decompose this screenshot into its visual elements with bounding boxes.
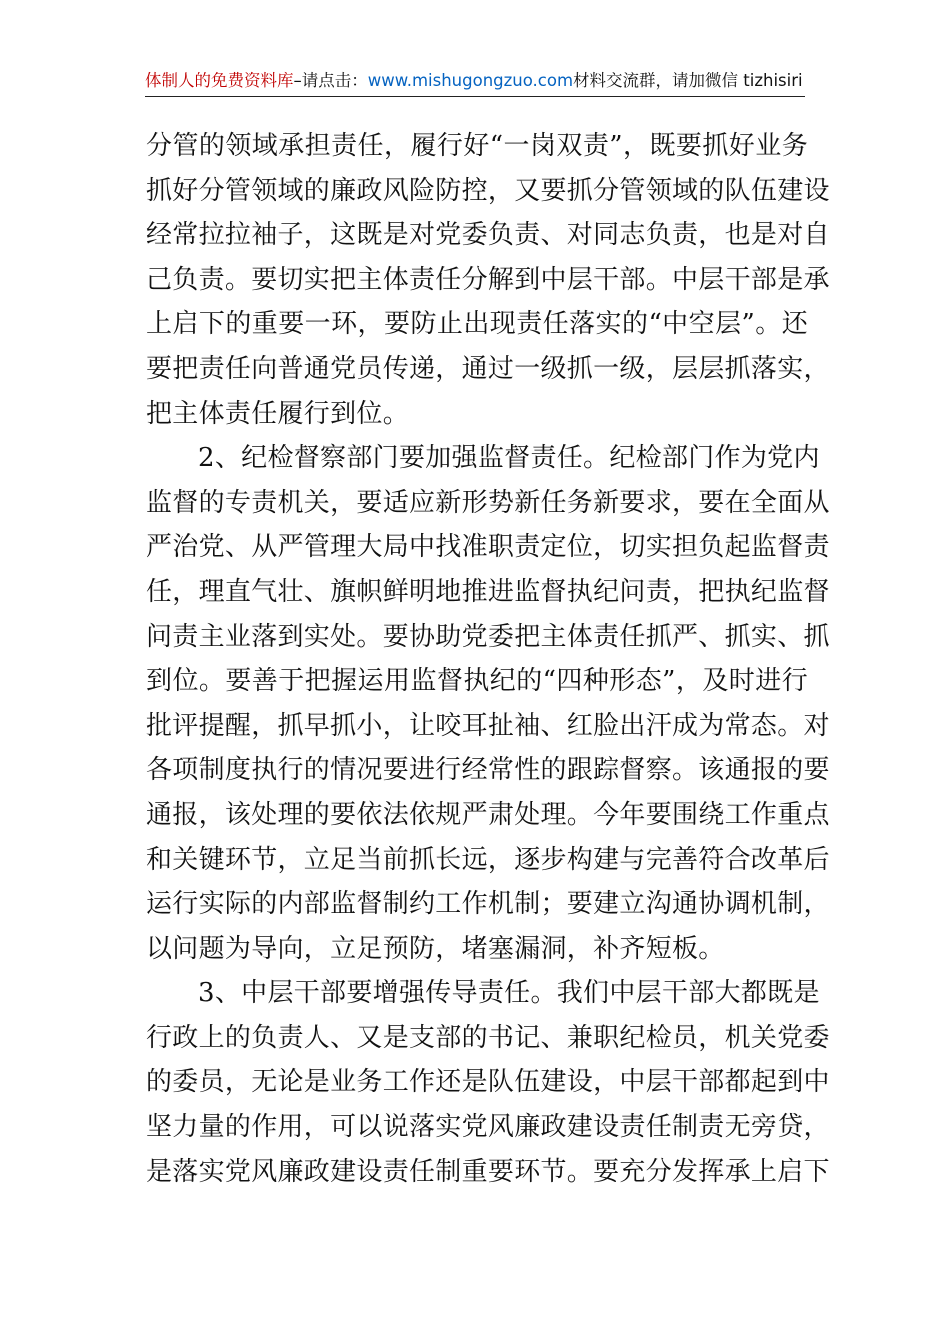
paragraph-line: 分管的领域承担责任，履行好“一岗双责”，既要抓好业务: [146, 131, 808, 161]
paragraph-line: 2、纪检督察部门要加强监督责任。纪检部门作为党内: [198, 443, 820, 474]
paragraph-line: 运行实际的内部监督制约工作机制；要建立沟通协调机制，: [146, 889, 830, 920]
paragraph-line: 上启下的重要一环，要防止出现责任落实的“中空层”。还: [146, 309, 808, 340]
document-body: [146, 124, 830, 1194]
paragraph-line: 3、中层干部要增强传导责任。我们中层干部大都既是: [198, 978, 820, 1009]
paragraph-line: 问责主业落到实处。要协助党委把主体责任抓严、抓实、抓: [146, 621, 830, 652]
page-header: [145, 66, 805, 97]
paragraph-line: 以问题为导向，立足预防，堵塞漏洞，补齐短板。: [146, 933, 725, 964]
paragraph-line: 行政上的负责人、又是支部的书记、兼职纪检员，机关党委: [146, 1022, 830, 1053]
paragraph-line: 批评提醒，抓早抓小，让咬耳扯袖、红脸出汗成为常态。对: [146, 710, 830, 741]
paragraph-line: 和关键环节，立足当前抓长远，逐步构建与完善符合改革后: [146, 844, 830, 875]
paragraph-line: 己负责。要切实把主体责任分解到中层干部。中层干部是承: [146, 264, 830, 295]
paragraph-line: 到位。要善于把握运用监督执纪的“四种形态”，及时进行: [146, 666, 808, 697]
paragraph-line: 经常拉拉袖子，这既是对党委负责、对同志负责，也是对自: [146, 220, 830, 251]
paragraph-line: 是落实党风廉政建设责任制重要环节。要充分发挥承上启下: [146, 1156, 830, 1187]
paragraph-line: 抓好分管领域的廉政风险防控，又要抓分管领域的队伍建设: [146, 175, 830, 206]
header-prompt: –请点击：: [293, 71, 368, 90]
header-url-link[interactable]: www.mishugongzuo.com: [367, 71, 574, 90]
paragraph-line: 通报，该处理的要依法依规严肃处理。今年要围绕工作重点: [146, 799, 830, 830]
header-contact: 材料交流群，请加微信 tizhisiri: [573, 71, 803, 90]
paragraph-line: 监督的专责机关，要适应新形势新任务新要求，要在全面从: [146, 487, 830, 518]
paragraph-line: 把主体责任履行到位。: [146, 398, 410, 429]
header-brand: 体制人的免费资料库: [145, 71, 294, 90]
paragraph-line: 各项制度执行的情况要进行经常性的跟踪督察。该通报的要: [146, 755, 830, 786]
paragraph-line: 要把责任向普通党员传递，通过一级抓一级，层层抓落实，: [146, 353, 830, 384]
paragraph-line: 任，理直气壮、旗帜鲜明地推进监督执纪问责，把执纪监督: [146, 576, 830, 607]
paragraph-line: 严治党、从严管理大局中找准职责定位，切实担负起监督责: [146, 532, 830, 563]
paragraph-line: 坚力量的作用，可以说落实党风廉政建设责任制责无旁贷，: [146, 1112, 830, 1143]
paragraph-line: 的委员，无论是业务工作还是队伍建设，中层干部都起到中: [146, 1067, 830, 1098]
